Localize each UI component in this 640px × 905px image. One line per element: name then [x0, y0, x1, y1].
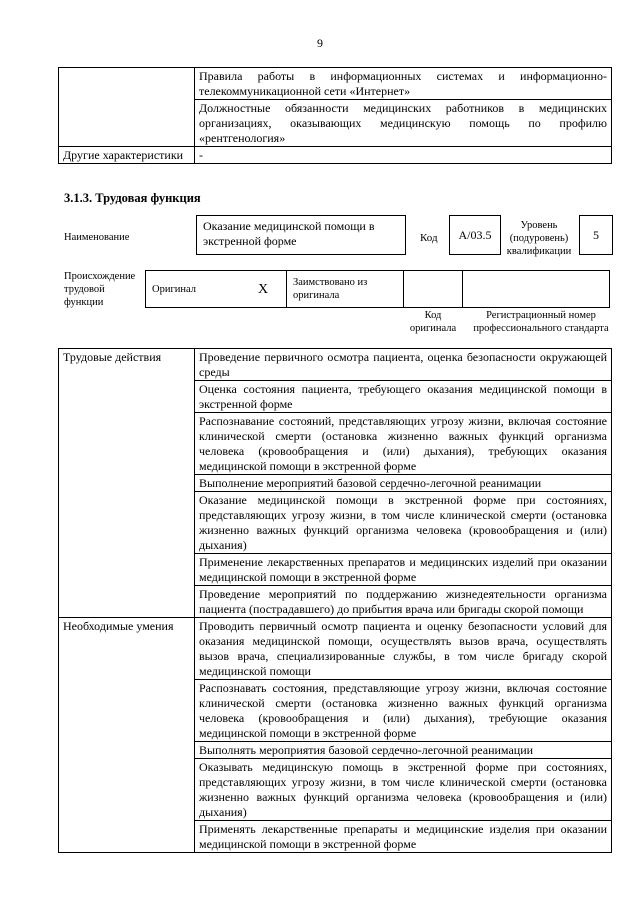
reg-caption: Регистрационный номер профессионального стандарта	[473, 310, 609, 334]
labor-function-item: Оказание медицинской помощи в экстренной форме при состояниях, представляющих угрозу жизни, в том числе клинической смерти (остановка жизненно важных функций организма человека (кровообращения и (или) дыхания)	[195, 492, 612, 554]
top-table-item: -	[195, 147, 612, 164]
top-table-row	[59, 147, 612, 164]
top-table-item: Должностные обязанности медицинских работников в медицинских организациях, оказывающих медицинскую помощь по профилю «рентгенология»	[195, 100, 612, 147]
labor-function-row	[59, 618, 612, 680]
top-table	[58, 67, 612, 164]
page-number: 9	[317, 36, 323, 50]
code-value-box: A/03.5	[449, 215, 501, 255]
borrowed-label: Заимствовано из оригинала	[287, 271, 404, 308]
origin-table	[145, 270, 610, 308]
labor-function-item: Выполнять мероприятия базовой сердечно-легочной реанимации	[195, 742, 612, 759]
top-table-item: Правила работы в информационных системах и информационно-телекоммуникационной сети «Интернет»	[195, 68, 612, 100]
level-label: Уровень (подуровень) квалификации	[506, 220, 572, 257]
labor-function-item: Проведение мероприятий по поддержанию жизнедеятельности организма пациента (пострадавшего) до прибытия врача или бригады скорой помощи	[195, 586, 612, 618]
labor-function-item: Применять лекарственные препараты и медицинские изделия при оказании медицинской помощи в экстренной форме	[195, 821, 612, 853]
name-label: Наименование	[64, 232, 130, 243]
labor-function-table	[58, 348, 612, 853]
origin-label: Происхождение трудовой функции	[64, 271, 136, 308]
labor-function-item: Проведение первичного осмотра пациента, оценка безопасности окружающей среды	[195, 349, 612, 381]
origin-code-cell	[404, 271, 463, 308]
original-mark: X	[240, 271, 287, 308]
top-table-row-label	[59, 68, 195, 147]
top-table-row-label: Другие характеристики	[59, 147, 195, 164]
top-table-row	[59, 68, 612, 100]
labor-function-row	[59, 349, 612, 381]
labor-function-item: Применение лекарственных препаратов и медицинских изделий при оказании медицинской помощи в экстренной форме	[195, 554, 612, 586]
labor-function-row-label: Трудовые действия	[59, 349, 195, 618]
section-heading: 3.1.3. Трудовая функция	[64, 191, 201, 205]
function-name-box: Оказание медицинской помощи в экстренной форме	[196, 215, 406, 255]
labor-function-item: Оценка состояния пациента, требующего оказания медицинской помощи в экстренной форме	[195, 381, 612, 413]
labor-function-row-label: Необходимые умения	[59, 618, 195, 853]
labor-function-item: Оказывать медицинскую помощь в экстренной форме при состояниях, представляющих угрозу жизни, в том числе клинической смерти (остановка жизненно важных функций организма человека (кровообращения и (или) дыхания)	[195, 759, 612, 821]
labor-function-item: Распознавать состояния, представляющие угрозу жизни, включая состояние клинической смерти (остановка жизненно важных функций организма человека (кровообращения и (или) дыхания), требующие оказания медицинской помощи в экстренной форме	[195, 680, 612, 742]
labor-function-item: Распознавание состояний, представляющих угрозу жизни, включая состояние клинической смерти (остановка жизненно важных функций организма человека (кровообращения и (или) дыхания), требующих оказания медицинской помощи в экстренной форме	[195, 413, 612, 475]
registration-number-cell	[463, 271, 610, 308]
labor-function-item: Проводить первичный осмотр пациента и оценку безопасности условий для оказания медицинской помощи, осуществлять вызов врача, осуществлять вызов врача, специализированные службы, в том числе бригаду скорой медицинской помощи	[195, 618, 612, 680]
level-value-box: 5	[579, 215, 613, 255]
labor-function-item: Выполнение мероприятий базовой сердечно-легочной реанимации	[195, 475, 612, 492]
code-label: Код	[420, 232, 438, 244]
original-label: Оригинал	[146, 271, 241, 308]
code-caption: Код оригинала	[409, 310, 457, 334]
